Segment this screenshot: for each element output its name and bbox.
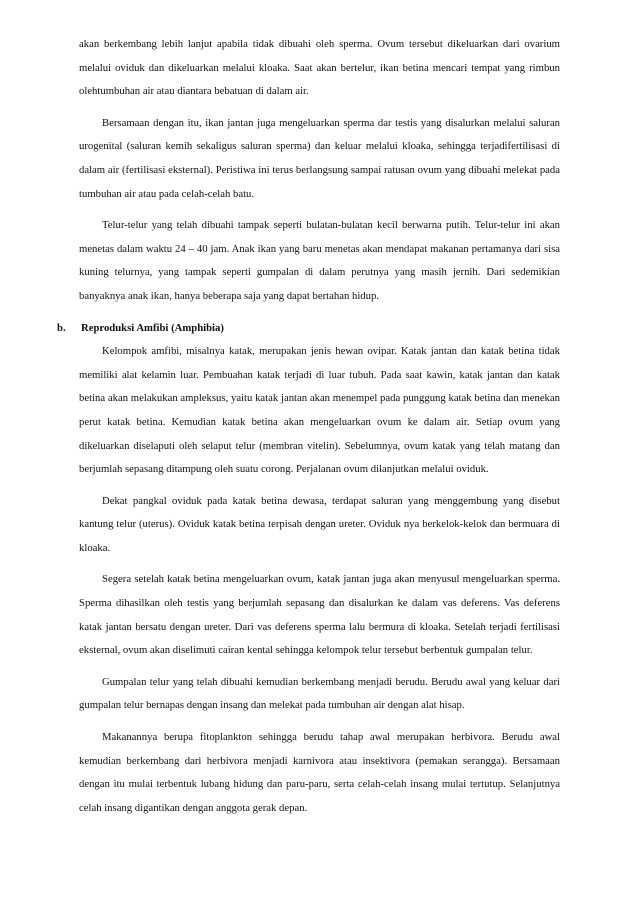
section-title: Reproduksi Amfibi (Amphibia) xyxy=(81,321,224,334)
paragraph-fish-eggs: Telur-telur yang telah dibuahi tampak seperti bulatan-bulatan kecil berwarna putih. Telur-telur ini akan menetas dalam waktu 24 – 40 jam. Anak ikan yang baru menetas akan mendapat makanan pertamanya dari sisa kuning telurnya, yang tampak seperti gumpalan di dalam perutnya yang masih jernih. Dari sedemikian banyaknya anak ikan, hanya beberapa saja yang dapat bertahan hidup. xyxy=(79,219,560,302)
paragraph-amphibian-uterus: Dekat pangkal oviduk pada katak betina dewasa, terdapat saluran yang menggembung yang disebut kantung telur (uterus). Oviduk katak betina terpisah dengan ureter. Oviduk nya berkelok-kelok dan bermuara di kloaka. xyxy=(79,494,560,554)
section-marker: b. xyxy=(57,321,66,334)
paragraph-amphibian-sperm: Segera setelah katak betina mengeluarkan ovum, katak jantan juga akan menyusul mengeluarkan sperma. Sperma dihasilkan oleh testis yang berjumlah sepasang dan disalurkan ke dalam vas deferens. Vas deferens katak jantan bersatu dengan ureter. Dari vas deferens sperma lalu bermura di kloaka. Setelah terjadi fertilisasi eksternal, ovum akan diselimuti cairan kental sehingga kelompok telur tersebut berbentuk gumpalan telur. xyxy=(79,573,560,657)
section-heading-amphibian xyxy=(57,317,560,341)
paragraph-amphibian-tadpole: Gumpalan telur yang telah dibuahi kemudian berkembang menjadi berudu. Berudu awal yang keluar dari gumpalan telur bernapas dengan insang dan melekat pada tumbuhan air dengan alat hisap. xyxy=(79,675,560,712)
paragraph-amphibian-diet: Makanannya berupa fitoplankton sehingga berudu tahap awal merupakan herbivora. Berudu awal kemudian berkembang dari herbivora menjadi karnivora atau insektivora (pemakan serangga). Bersamaan dengan itu mulai terbentuk lubang hidung dan paru-paru, serta celah-celah insang mulai tertutup. Selanjutnya celah insang digantikan dengan anggota gerak depan. xyxy=(79,731,560,814)
paragraph-fish-fertilization: Bersamaan dengan itu, ikan jantan juga mengeluarkan sperma dar testis yang disalurkan melalui saluran urogenital (saluran kemih sekaligus saluran sperma) dan keluar melalui kloaka, sehingga terjadifertilisasi di dalam air (fertilisasi eksternal). Peristiwa ini terus berlangsung sampai ratusan ovum yang dibuahi melekat pada tumbuhan air atau pada celah-celah batu. xyxy=(79,116,560,200)
document-body xyxy=(57,33,560,820)
paragraph-fish-continuation: akan berkembang lebih lanjut apabila tidak dibuahi oleh sperma. Ovum tersebut dikeluarkan dari ovarium melalui oviduk dan dikeluarkan melalui kloaka. Saat akan bertelur, ikan betina mencari tempat yang rimbun olehtumbuhan air atau diantara bebatuan di dalam air. xyxy=(79,38,560,98)
paragraph-amphibian-overview: Kelompok amfibi, misalnya katak, merupakan jenis hewan ovipar. Katak jantan dan katak betina tidak memiliki alat kelamin luar. Pembuahan katak terjadi di luar tubuh. Pada saat kawin, katak jantan dan katak betina akan melakukan ampleksus, yaitu katak jantan akan menempel pada punggung katak betina dan menekan perut katak betina. Kemudian katak betina akan mengeluarkan ovum ke dalam air. Setiap ovum yang dikeluarkan diselaputi oleh selaput telur (membran vitelin). Sebelumnya, ovum katak yang telah matang dan berjumlah sepasang ditampung oleh suatu corong. Perjalanan ovum dilanjutkan melalui oviduk. xyxy=(79,345,560,476)
